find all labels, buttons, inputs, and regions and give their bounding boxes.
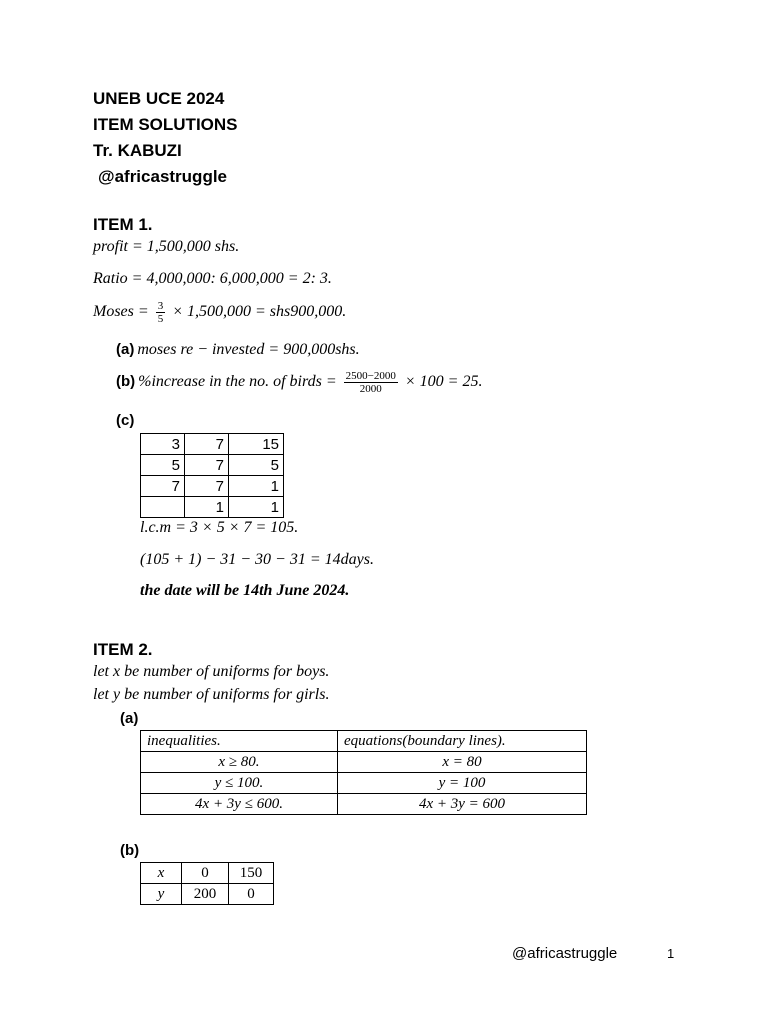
table-cell: 0 (229, 884, 274, 905)
table-cell: 7 (185, 434, 229, 455)
moses-fraction (156, 300, 166, 325)
item1-part-b (116, 370, 482, 395)
part-c-label: (c) (116, 412, 135, 429)
item2-title: ITEM 2. (93, 640, 153, 659)
table-cell: 0 (182, 863, 229, 884)
table-row (141, 497, 284, 518)
table-cell (141, 497, 185, 518)
table-row (141, 731, 587, 752)
part-b-label: (b) (116, 373, 136, 391)
let-x-line: let x be number of uniforms for boys. (93, 663, 330, 680)
let-y-line: let y be number of uniforms for girls. (93, 686, 330, 703)
doc-subtitle: ITEM SOLUTIONS (93, 115, 238, 134)
part-a-text: moses re − invested = 900,000shs. (137, 341, 360, 358)
table-cell: 15 (229, 434, 284, 455)
table-cell: 150 (229, 863, 274, 884)
table-cell: 7 (141, 476, 185, 497)
moses-prefix: Moses = (93, 303, 149, 321)
birds-fraction (344, 370, 398, 395)
inequalities-table (140, 730, 587, 815)
part-b-prefix: %increase in the no. of birds = (138, 373, 337, 391)
item1-ratio: Ratio = 4,000,000: 6,000,000 = 2: 3. (93, 270, 332, 287)
lcm-table (140, 433, 284, 518)
part-a-label: (a) (116, 341, 135, 358)
birds-frac-num: 2500−2000 (345, 370, 396, 382)
part-b-suffix: × 100 = 25. (404, 373, 483, 391)
table-cell: x ≥ 80. (141, 752, 338, 773)
table-cell: y (141, 884, 182, 905)
table-cell: 3 (141, 434, 185, 455)
table-cell: y ≤ 100. (141, 773, 338, 794)
table-row (141, 773, 587, 794)
table-cell: 5 (141, 455, 185, 476)
table-row (141, 884, 274, 905)
item1-part-a (116, 341, 360, 359)
item2-part-a-label: (a) (120, 710, 139, 727)
table-cell: 7 (185, 455, 229, 476)
table-header: equations(boundary lines). (338, 731, 587, 752)
item1-moses-line (93, 300, 346, 325)
table-cell: 4x + 3y ≤ 600. (141, 794, 338, 815)
table-cell: 1 (229, 476, 284, 497)
table-row (141, 434, 284, 455)
doc-handle: @africastruggle (98, 167, 228, 186)
item2-part-b-label: (b) (120, 842, 140, 859)
page-number: 1 (667, 946, 675, 961)
table-cell: 7 (185, 476, 229, 497)
table-cell: 4x + 3y = 600 (338, 794, 587, 815)
table-cell: 1 (229, 497, 284, 518)
doc-title: UNEB UCE 2024 (93, 89, 225, 108)
moses-suffix: × 1,500,000 = shs900,000. (172, 303, 347, 321)
xy-table (140, 862, 274, 905)
item1-profit: profit = 1,500,000 shs. (93, 238, 240, 255)
days-line: (105 + 1) − 31 − 30 − 31 = 14days. (140, 551, 374, 568)
date-answer: the date will be 14th June 2024. (140, 582, 350, 599)
table-header: inequalities. (141, 731, 338, 752)
moses-frac-den: 5 (157, 313, 164, 325)
table-cell: 5 (229, 455, 284, 476)
item1-title: ITEM 1. (93, 215, 153, 234)
table-cell: y = 100 (338, 773, 587, 794)
doc-author: Tr. KABUZI (93, 141, 182, 160)
lcm-line: l.c.m = 3 × 5 × 7 = 105. (140, 519, 299, 536)
table-cell: x = 80 (338, 752, 587, 773)
table-row (141, 476, 284, 497)
table-cell: x (141, 863, 182, 884)
birds-frac-den: 2000 (359, 383, 382, 395)
table-row (141, 794, 587, 815)
moses-frac-num: 3 (157, 300, 164, 312)
table-cell: 200 (182, 884, 229, 905)
table-cell: 1 (185, 497, 229, 518)
table-row (141, 863, 274, 884)
table-row (141, 752, 587, 773)
footer-handle: @africastruggle (512, 945, 618, 962)
table-row (141, 455, 284, 476)
